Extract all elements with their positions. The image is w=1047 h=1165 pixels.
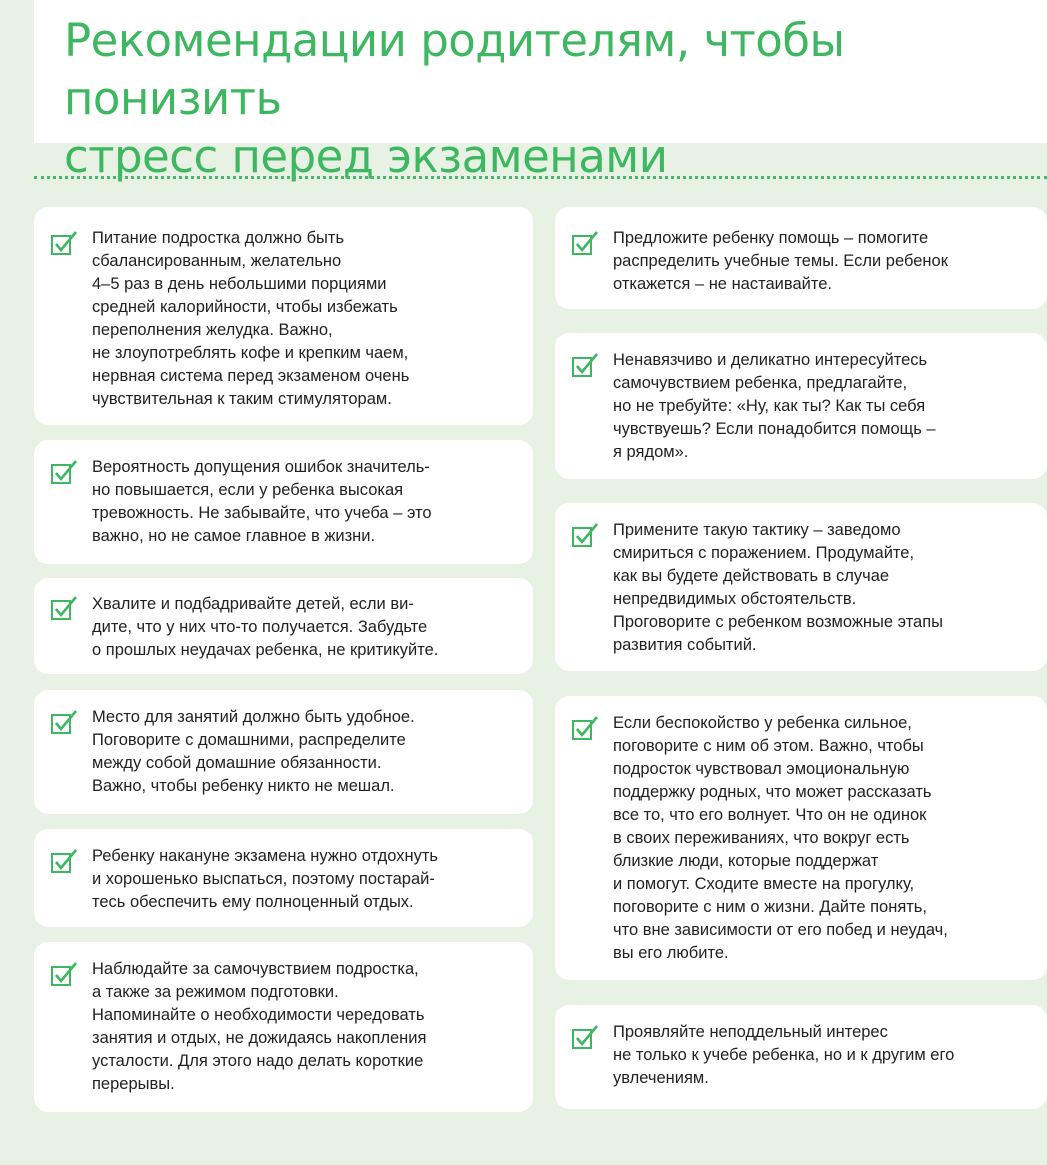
tip-card xyxy=(34,942,533,1112)
checkbox-check-icon xyxy=(50,847,78,875)
tip-card xyxy=(555,207,1047,309)
page-title: Рекомендации родителям, чтобы понизить стресс перед экзаменами xyxy=(64,14,845,183)
tip-card xyxy=(555,333,1047,479)
tip-text: Если беспокойство у ребенка сильное, поговорите с ним об этом. Важно, чтобы подросток чувствовал эмоциональную поддержку родных, что может рассказать все то, что его волнует. Что он не одинок в своих переживаниях, что вокруг есть близкие люди, которые поддержат и помогут. Сходите вместе на прогулку, поговорите с ним о жизни. Дайте понять, что вне зависимости от его побед и неудач, вы его любите. xyxy=(613,714,948,962)
tip-text: Место для занятий должно быть удобное. Поговорите с домашними, распределите между собой домашние обязанности. Важно, чтобы ребенку никто не мешал. xyxy=(92,708,415,795)
checkbox-check-icon xyxy=(50,229,78,257)
checkbox-check-icon xyxy=(571,521,599,549)
checkbox-check-icon xyxy=(571,714,599,742)
tip-text: Предложите ребенку помощь – помогите распределить учебные темы. Если ребенок откажется – не настаивайте. xyxy=(613,229,948,293)
checkbox-check-icon xyxy=(50,594,78,622)
tip-card xyxy=(34,207,533,425)
tip-text: Наблюдайте за самочувствием подростка, а также за режимом подготовки. Напоминайте о необходимости чередовать занятия и отдых, не дожидаясь накопления усталости. Для этого надо делать короткие перерывы. xyxy=(92,960,427,1093)
dotted-divider xyxy=(34,176,1047,179)
tip-card xyxy=(34,578,533,674)
checkbox-check-icon xyxy=(50,708,78,736)
checkbox-check-icon xyxy=(571,351,599,379)
tip-text: Ненавязчиво и деликатно интересуйтесь самочувствием ребенка, предлагайте, но не требуйте: «Ну, как ты? Как ты себя чувствуешь? Если понадобится помощь – я рядом». xyxy=(613,351,936,461)
tip-card xyxy=(555,503,1047,671)
tip-card xyxy=(34,829,533,927)
checkbox-check-icon xyxy=(50,458,78,486)
tip-card xyxy=(555,1005,1047,1109)
tip-card xyxy=(34,690,533,814)
tip-card xyxy=(34,440,533,564)
tip-text: Примените такую тактику – заведомо смириться с поражением. Продумайте, как вы будете действовать в случае непредвидимых обстоятельств. Проговорите с ребенком возможные этапы развития событий. xyxy=(613,521,944,654)
tip-text: Питание подростка должно быть сбалансированным, желательно 4–5 раз в день небольшими порциями средней калорийности, чтобы избежать переполнения желудка. Важно, не злоупотреблять кофе и крепким чаем, нервная система перед экзаменом очень чувствительная к таким стимуляторам. xyxy=(92,229,410,408)
tip-text: Хвалите и подбадривайте детей, если ви- дите, что у них что-то получается. Забудьте о прошлых неудачах ребенка, не критикуйте. xyxy=(92,595,439,659)
checkbox-check-icon xyxy=(571,229,599,257)
tip-card xyxy=(555,696,1047,980)
tip-text: Ребенку накануне экзамена нужно отдохнуть и хорошенько выспаться, поэтому постарай- тесь обеспечить ему полноценный отдых. xyxy=(92,847,438,911)
tip-text: Вероятность допущения ошибок значитель- но повышается, если у ребенка высокая тревожность. Не забывайте, что учеба – это важно, но не самое главное в жизни. xyxy=(92,458,432,545)
checkbox-check-icon xyxy=(50,960,78,988)
tip-text: Проявляйте неподдельный интерес не только к учебе ребенка, но и к другим его увлечениям. xyxy=(613,1023,955,1087)
checkbox-check-icon xyxy=(571,1023,599,1051)
